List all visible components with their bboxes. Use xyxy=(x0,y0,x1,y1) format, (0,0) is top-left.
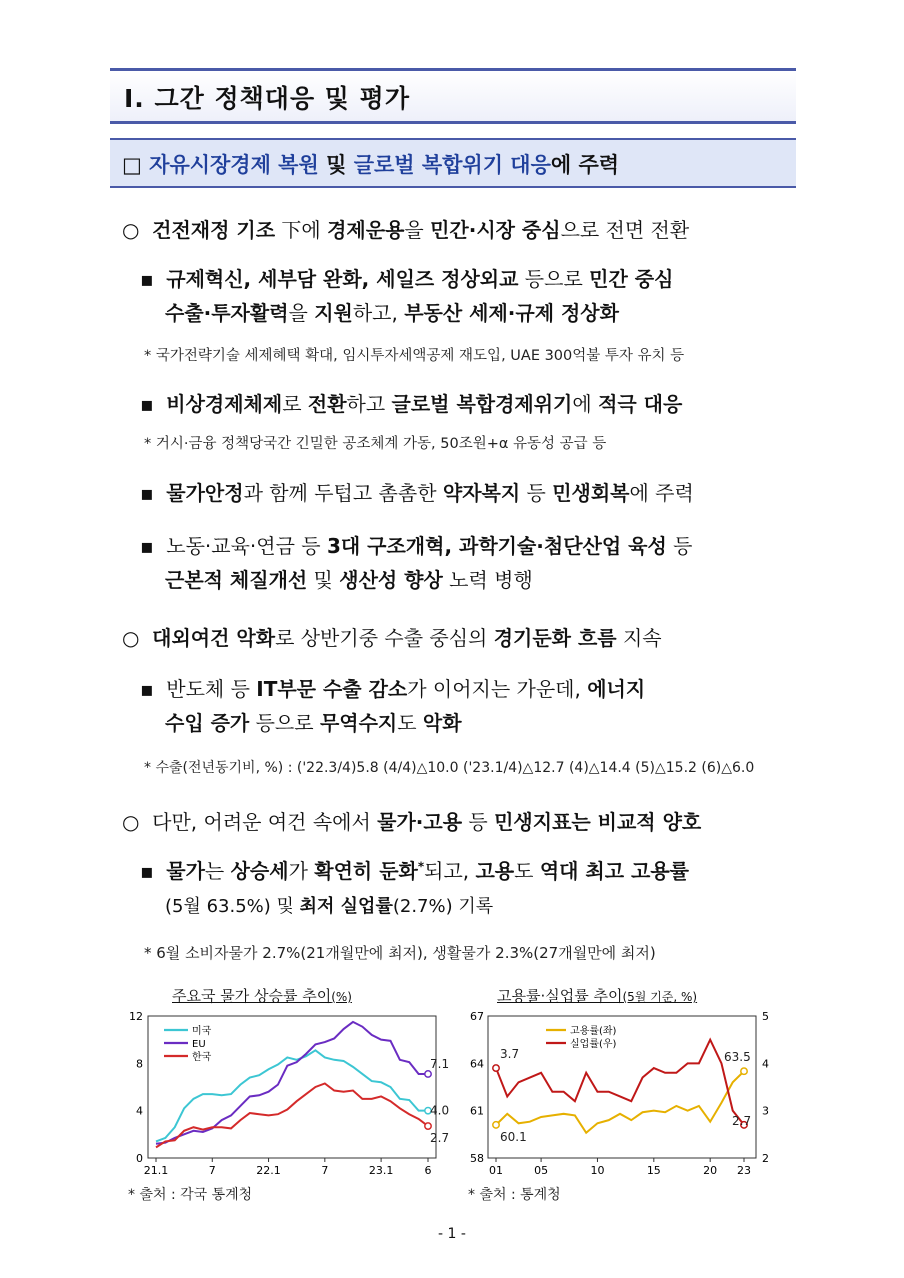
subsection-part4: 에 주력 xyxy=(550,153,620,177)
checkbox-glyph: □ xyxy=(122,153,142,177)
chart2-end-label: 63.5 xyxy=(724,1050,751,1065)
page-number: - 1 - xyxy=(438,1226,466,1242)
chart2-start-label: 3.7 xyxy=(500,1047,520,1062)
section-title: Ⅰ. 그간 정책대응 및 평가 xyxy=(124,84,410,113)
chart2-xtick-label: 20 xyxy=(703,1164,718,1177)
chart2-yleft-label: 67 xyxy=(470,1010,484,1023)
chart1-end-label: 2.7 xyxy=(430,1131,450,1146)
item-s1-line1: ▪ 규제혁신, 세부담 완화, 세일즈 정상외교 등으로 민간 중심 xyxy=(140,267,674,291)
chart2-xtick-label: 23 xyxy=(737,1164,751,1177)
chart1-ytick-label: 0 xyxy=(136,1152,143,1165)
chart2-legend-label: 실업률(우) xyxy=(570,1039,617,1050)
chart2-yleft-label: 58 xyxy=(470,1152,484,1165)
chart2-start-point xyxy=(493,1065,499,1071)
chart2-end-label: 2.7 xyxy=(732,1113,752,1128)
chart1-xtick-label: 21.1 xyxy=(143,1164,169,1177)
chart2-employment xyxy=(460,1010,790,1176)
chart1-legend-label: EU xyxy=(192,1039,206,1050)
chart1-end-point xyxy=(425,1123,431,1129)
chart1-source: * 출처 : 각국 통계청 xyxy=(128,1187,253,1203)
chart1-xtick-label: 22.1 xyxy=(256,1164,281,1177)
chart2-yleft-label: 64 xyxy=(470,1057,484,1071)
chart2-xtick-label: 15 xyxy=(646,1164,661,1177)
item-s2: ▪ 비상경제체제로 전환하고 글로벌 복합경제위기에 적극 대응 xyxy=(140,392,683,416)
item-s6-line1: ▪ 물가는 상승세가 확연히 둔화*되고, 고용도 역대 최고 고용률 xyxy=(140,859,689,883)
chart2-source: * 출처 : 통계청 xyxy=(468,1187,561,1203)
chart1-end-label: 4.0 xyxy=(430,1103,450,1118)
note-4: * 6월 소비자물가 2.7%(21개월만에 최저), 생활물가 2.3%(27개월만에 최저) xyxy=(144,944,656,962)
chart1-ytick-label: 12 xyxy=(129,1010,143,1023)
item-s3: ▪ 물가안정과 함께 두텁고 촘촘한 약자복지 등 민생회복에 주력 xyxy=(140,481,694,505)
chart2-yleft-label: 61 xyxy=(470,1104,484,1118)
item-o2: ○ 대외여건 악화로 상반기중 수출 중심의 경기둔화 흐름 지속 xyxy=(122,626,662,650)
item-s4-line1: ▪ 노동·교육·연금 등 3대 구조개혁, 과학기술·첨단산업 육성 등 xyxy=(140,534,693,558)
item-o1: ○ 건전재정 기조 下에 경제운용을 민간·시장 중심으로 전면 전환 xyxy=(122,218,690,242)
item-s1-line2: 수출·투자활력을 지원하고, 부동산 세제·규제 정상화 xyxy=(165,301,619,325)
item-s5-line1: ▪ 반도체 등 IT부문 수출 감소가 이어지는 가운데, 에너지 xyxy=(140,677,646,701)
chart1-end-point xyxy=(425,1071,431,1077)
chart1-price-inflation xyxy=(118,1010,450,1177)
chart2-yright-label: 4 xyxy=(762,1057,769,1071)
chart2-caption: 고용률·실업률 추이(5월 기준, %) xyxy=(497,987,698,1005)
chart2-start-point xyxy=(493,1122,499,1128)
chart2-plot-area xyxy=(488,1016,756,1158)
chart1-xtick-label: 7 xyxy=(208,1164,216,1177)
subsection-part2: 및 xyxy=(318,153,354,177)
chart2-yright-label: 5 xyxy=(762,1010,769,1023)
chart1-end-label: 7.1 xyxy=(430,1056,450,1071)
chart2-yright-label: 2 xyxy=(762,1152,769,1165)
chart1-caption: 주요국 물가 상승률 추이(%) xyxy=(172,987,352,1005)
chart2-start-label: 60.1 xyxy=(500,1129,527,1144)
item-o3: ○ 다만, 어려운 여건 속에서 물가·고용 등 민생지표는 비교적 양호 xyxy=(122,810,702,834)
chart1-legend-label: 한국 xyxy=(192,1052,212,1063)
chart1-ytick-label: 4 xyxy=(136,1104,143,1118)
note-3: * 수출(전년동기비, %) : ('22.3/4)5.8 (4/4)△10.0 ('23.1/4)△12.7 (4)△14.4 (5)△15.2 (6)△6.0 xyxy=(144,760,755,776)
chart2-yright-label: 3 xyxy=(762,1104,769,1118)
chart2-xtick-label: 05 xyxy=(534,1164,549,1177)
chart2-xtick-label: 01 xyxy=(489,1164,503,1177)
chart1-xtick-label: 6 xyxy=(424,1164,432,1177)
item-s6-line2: (5월 63.5%) 및 최저 실업률(2.7%) 기록 xyxy=(165,896,494,917)
chart1-xtick-label: 7 xyxy=(321,1164,329,1177)
chart2-xtick-label: 10 xyxy=(590,1164,605,1177)
chart2-end-point xyxy=(741,1068,747,1074)
chart1-ytick-label: 8 xyxy=(136,1057,143,1071)
chart1-plot-area xyxy=(148,1016,436,1158)
subsection-title xyxy=(122,149,619,179)
item-s4-line2: 근본적 체질개선 및 생산성 향상 노력 병행 xyxy=(165,568,533,592)
note-1: * 국가전략기술 세제혜택 확대, 임시투자세액공제 재도입, UAE 300억불 투자 유치 등 xyxy=(144,348,685,364)
subsection-part3: 글로벌 복합위기 대응 xyxy=(353,153,551,177)
item-s5-line2: 수입 증가 등으로 무역수지도 악화 xyxy=(165,711,462,735)
chart2-legend-label: 고용률(좌) xyxy=(570,1026,617,1037)
chart1-legend-label: 미국 xyxy=(192,1026,212,1037)
subsection-part1: 자유시장경제 복원 xyxy=(149,153,319,177)
chart1-xtick-label: 23.1 xyxy=(368,1164,394,1177)
subsection-header xyxy=(110,138,796,188)
section-header xyxy=(110,68,796,124)
note-2: * 거시·금융 정책당국간 긴밀한 공조체계 가동, 50조원+α 유동성 공급 등 xyxy=(144,436,607,452)
